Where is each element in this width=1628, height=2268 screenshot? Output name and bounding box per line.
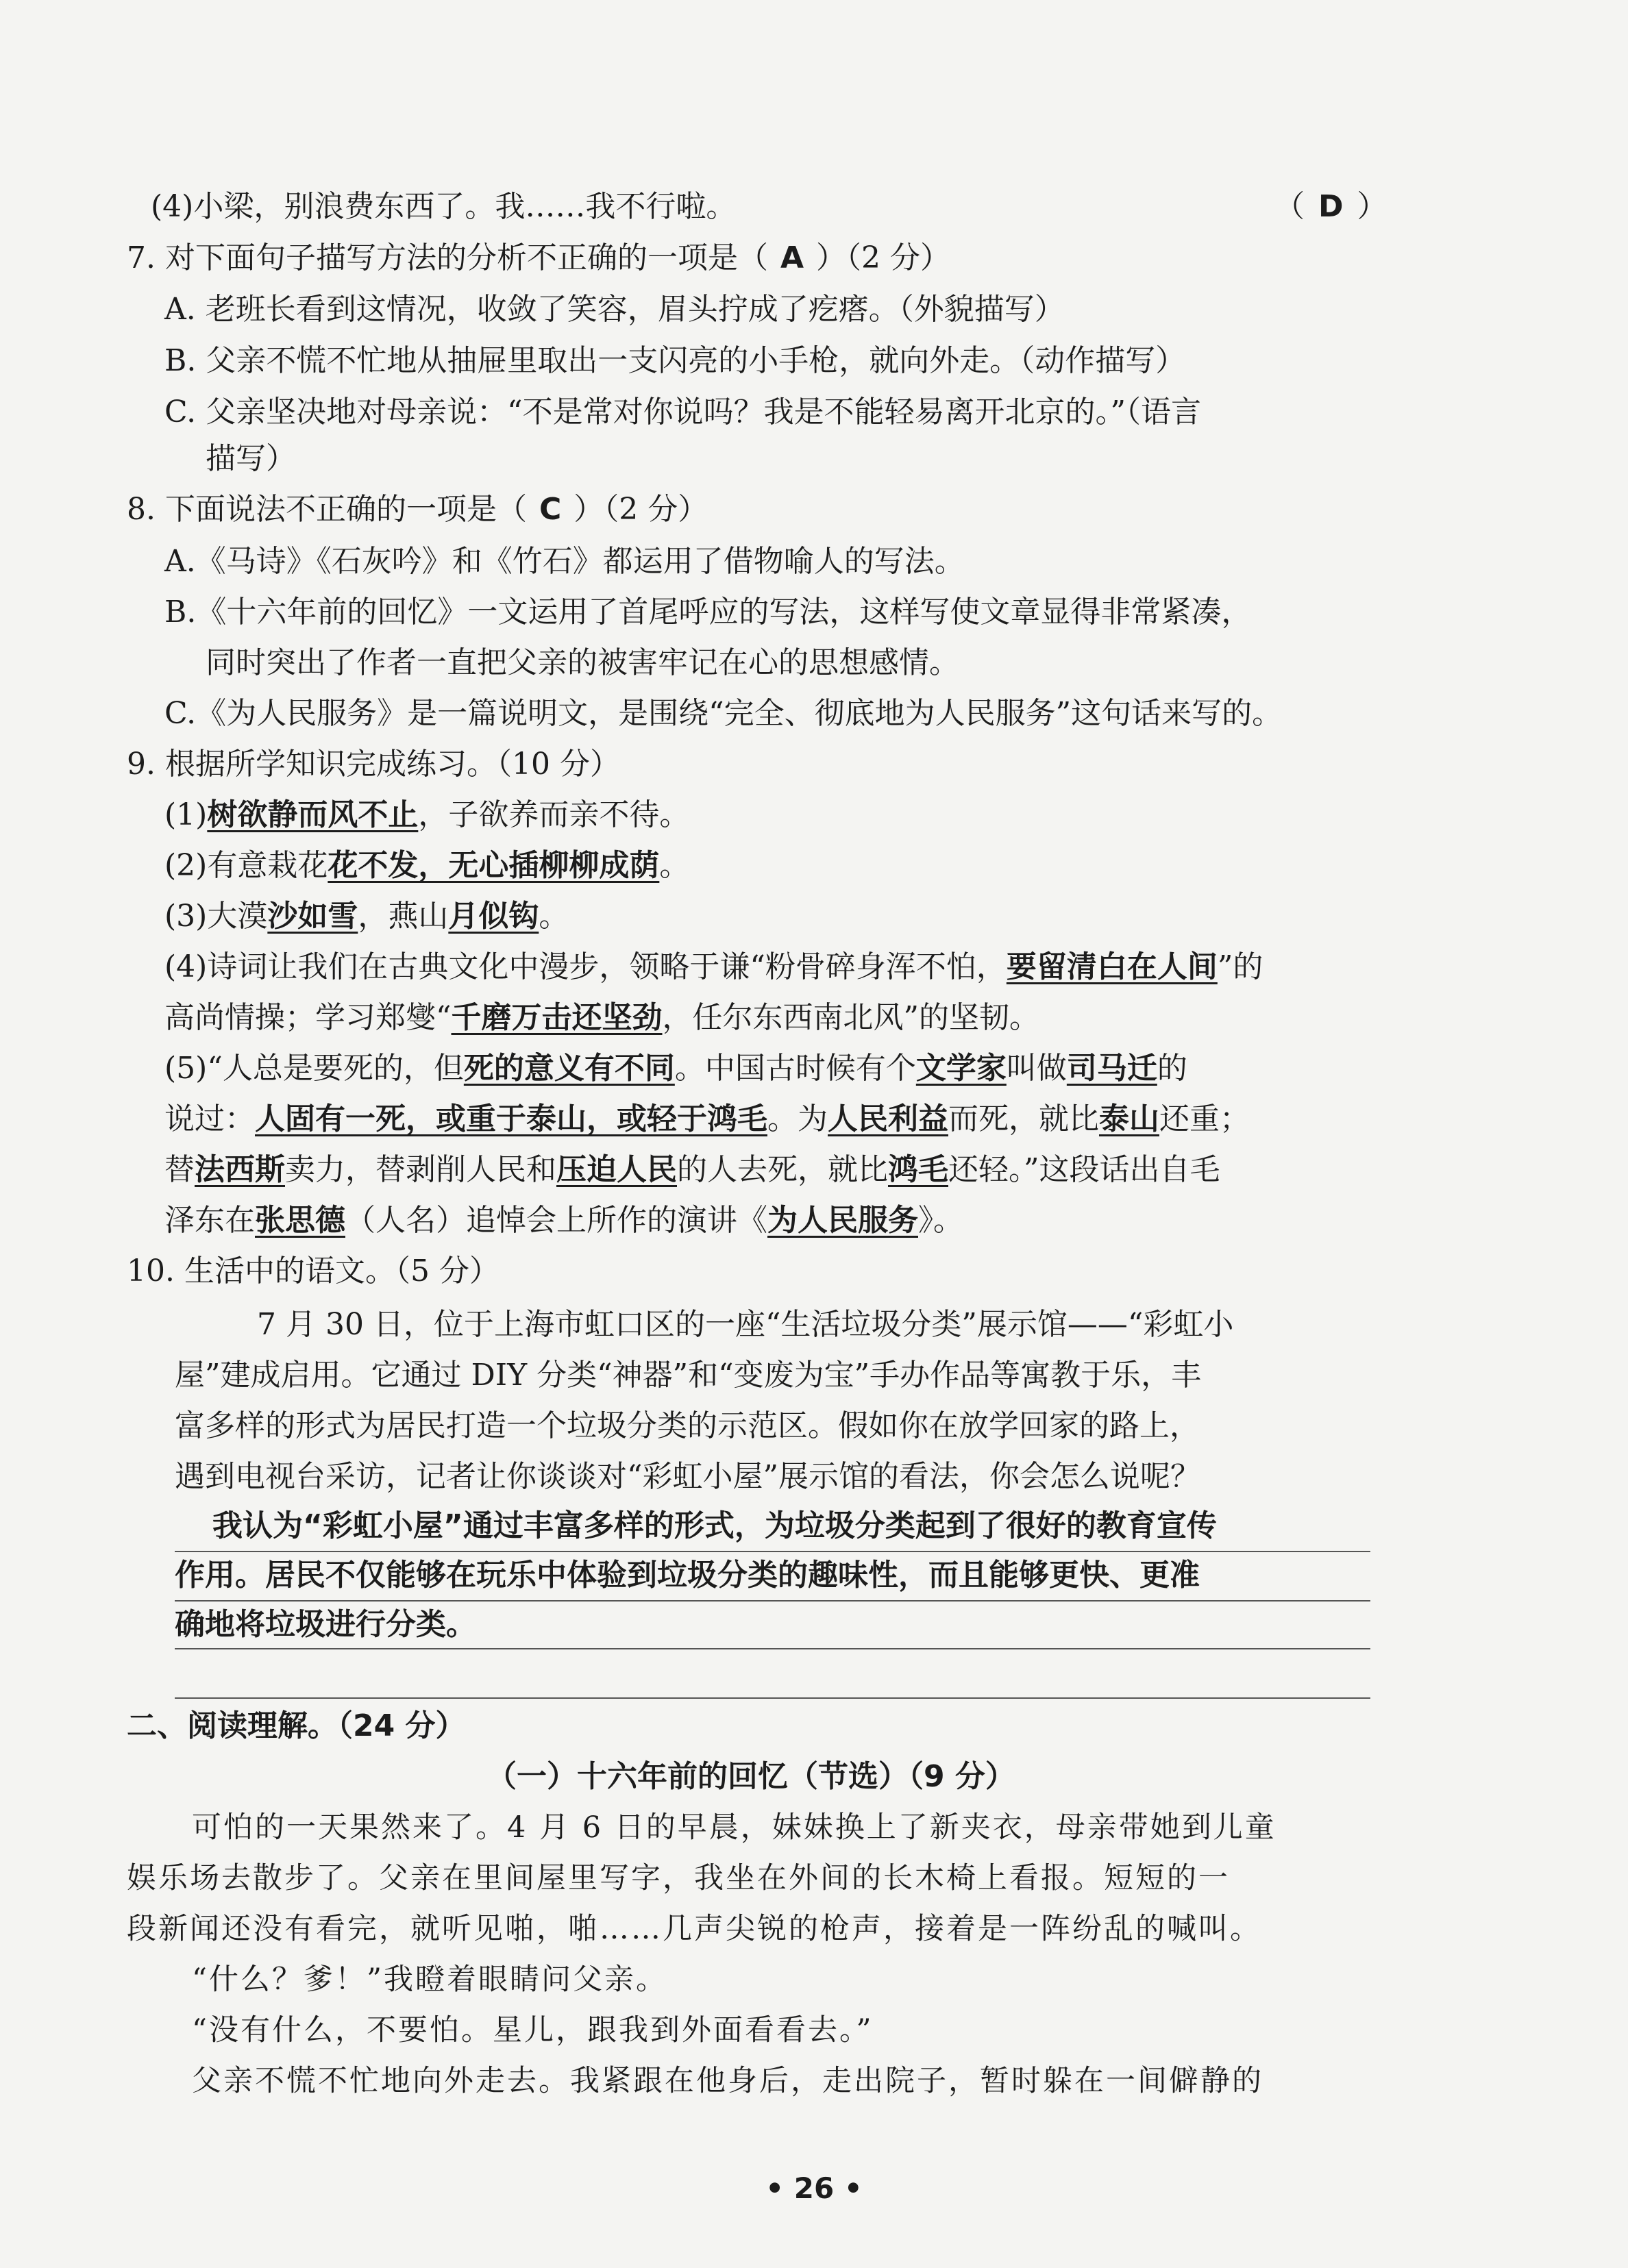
q8-stem-before: 8. 下面说法不正确的一项是（ [127, 492, 527, 527]
q9-item-1 [164, 795, 689, 836]
q9-item-5-l1-text-c: 。中国古时候有个 [674, 1051, 916, 1086]
q9-item-5-answer-3: 司马迁 [1066, 1051, 1157, 1086]
q6-item-4 [151, 186, 736, 227]
q6-answer [1274, 186, 1388, 227]
q10-answer-rule-3 [175, 1648, 1370, 1649]
section-2-subheading: （一）十六年前的回忆（节选）（9 分） [486, 1759, 1015, 1794]
q9-item-4-l2-prefix: 高尚情操；学习郑燮“ [164, 1000, 452, 1035]
q9-item-5-answer-2: 文学家 [915, 1051, 1007, 1086]
q9-item-5-l1-text-a: (5)“人总是要死的，但 [164, 1051, 464, 1086]
reading-para4: 父亲不慌不忙地向外走去。我紧跟在他身后，走出院子，暂时躲在一间僻静的 [192, 2064, 1263, 2098]
q7-stem [127, 238, 950, 279]
q10-passage-line2: 屋”建成启用。它通过 DIY 分类“神器”和“变废为宝”手办作品等寓教于乐，丰 [175, 1358, 1202, 1393]
q7-option-a: A. 老班长看到这情况，收敛了笑容，眉头拧成了疙瘩。（外貌描写） [164, 292, 1065, 327]
reading-para3: “没有什么，不要怕。星儿，跟我到外面看看去。” [192, 2013, 874, 2047]
q9-item-5-l3-text-a: 替 [164, 1152, 195, 1187]
q9-item-2-suffix: 。 [659, 848, 690, 883]
q9-item-1-answer: 树欲静而风不止 [207, 797, 419, 832]
q9-item-5-answer-9: 鸿毛 [888, 1152, 948, 1187]
q6-answer-open: （ [1274, 189, 1305, 224]
q8-option-b-line2: 同时突出了作者一直把父亲的被害牢记在心的思想感情。 [206, 645, 959, 680]
q9-item-4-l1-prefix: (4)诗词让我们在古典文化中漫步，领略于谦“粉骨碎身浑不怕， [164, 949, 1007, 984]
q9-item-5-answer-1: 死的意义有不同 [463, 1051, 675, 1086]
q9-item-3-middle: ，燕山 [358, 899, 449, 934]
q7-answer-letter: A [780, 240, 804, 275]
q9-item-5-answer-8: 压迫人民 [556, 1152, 677, 1187]
q9-item-5-line4 [164, 1200, 963, 1241]
reading-para2: “什么？爹！”我瞪着眼睛问父亲。 [192, 1962, 667, 1997]
q9-item-5-answer-7: 法西斯 [195, 1152, 285, 1187]
reading-para1-line1: 可怕的一天果然来了。4 月 6 日的早晨，妹妹换上了新夹衣，母亲带她到儿童 [192, 1810, 1276, 1845]
q9-item-5-answer-5: 人民利益 [828, 1101, 948, 1136]
q9-item-5-l3-text-e: 的人去死，就比 [677, 1152, 888, 1187]
q9-item-4-l1-suffix: ”的 [1217, 949, 1263, 984]
q9-item-5-l1-text-g: 的 [1157, 1051, 1187, 1086]
q8-option-a: A.《马诗》《石灰吟》和《竹石》都运用了借物喻人的写法。 [164, 544, 965, 579]
q9-item-3-suffix: 。 [539, 899, 569, 934]
q9-item-4-line1 [164, 947, 1263, 988]
q8-option-b-line1: B.《十六年前的回忆》一文运用了首尾呼应的写法，这样写使文章显得非常紧凑， [164, 595, 1252, 630]
q9-item-1-suffix: ，子欲养而亲不待。 [418, 797, 690, 832]
q7-option-b: B. 父亲不慌不忙地从抽屉里取出一支闪亮的小手枪，就向外走。（动作描写） [164, 343, 1186, 378]
q7-stem-before: 7. 对下面句子描写方法的分析不正确的一项是（ [127, 240, 768, 275]
q9-item-5-l4-text-c: （人名）追悼会上所作的演讲《 [345, 1203, 767, 1238]
q9-item-5-line2 [164, 1099, 1250, 1140]
q9-item-5-l3-text-g: 还轻。”这段话出自毛 [948, 1152, 1220, 1187]
q8-answer-letter: C [539, 492, 562, 527]
q9-item-5-answer-10: 张思德 [255, 1203, 345, 1238]
q9-item-3-answer-1: 沙如雪 [267, 899, 358, 934]
q9-item-5-l2-text-g: 还重； [1159, 1101, 1250, 1136]
q9-item-3-answer-2: 月似钩 [448, 899, 539, 934]
q7-option-c-line2: 描写） [206, 441, 296, 476]
q10-stem: 10. 生活中的语文。（5 分） [127, 1254, 500, 1288]
q9-item-5-l4-text-e: 》。 [918, 1203, 963, 1238]
q10-answer-line3: 确地将垃圾进行分类。 [175, 1607, 476, 1642]
q6-answer-close: ） [1357, 189, 1388, 224]
q10-passage-line4: 遇到电视台采访，记者让你谈谈对“彩虹小屋”展示馆的看法，你会怎么说呢？ [175, 1459, 1200, 1494]
q9-stem: 9. 根据所学知识完成练习。（10 分） [127, 747, 620, 782]
section-2-heading: 二、阅读理解。（24 分） [127, 1708, 466, 1743]
q7-stem-after: ）（2 分） [816, 240, 951, 275]
q9-item-2 [164, 845, 689, 886]
q10-answer-line1: 我认为“彩虹小屋”通过丰富多样的形式，为垃圾分类起到了很好的教育宣传 [212, 1508, 1217, 1543]
q6-item-4-text: (4)小梁，别浪费东西了。我……我不行啦。 [151, 189, 737, 224]
q9-item-2-answer: 花不发，无心插柳柳成荫 [328, 848, 660, 883]
q9-item-5-answer-4: 人固有一死，或重于泰山，或轻于鸿毛 [255, 1101, 767, 1136]
q9-item-2-prefix: (2)有意栽花 [164, 848, 328, 883]
q9-item-5-l2-text-e: 而死，就比 [948, 1101, 1099, 1136]
q9-item-4-answer-2: 千磨万击还坚劲 [451, 1000, 663, 1035]
q9-item-5-line1 [164, 1048, 1187, 1089]
q9-item-4-line2 [164, 997, 1039, 1038]
q9-item-5-line3 [164, 1149, 1220, 1191]
q9-item-5-l3-text-c: 卖力，替剥削人民和 [285, 1152, 556, 1187]
q9-item-5-answer-6: 泰山 [1099, 1101, 1159, 1136]
q9-item-5-l4-text-a: 泽东在 [164, 1203, 255, 1238]
q9-item-4-l2-suffix: ，任尔东西南北风”的坚韧。 [662, 1000, 1039, 1035]
q9-item-5-answer-11: 为人民服务 [767, 1203, 918, 1238]
q8-option-c: C.《为人民服务》是一篇说明文，是围绕“完全、彻底地为人民服务”这句话来写的。 [164, 696, 1283, 731]
q10-answer-rule-4 [175, 1697, 1370, 1699]
q10-passage-line3: 富多样的形式为居民打造一个垃圾分类的示范区。假如你在放学回家的路上， [175, 1408, 1200, 1443]
q9-item-5-l2-text-c: 。为 [767, 1101, 828, 1136]
page-number: • 26 • [765, 2171, 863, 2205]
q7-option-c-line1: C. 父亲坚决地对母亲说：“不是常对你说吗？我是不能轻易离开北京的。”（语言 [164, 395, 1202, 429]
q10-answer-line2: 作用。居民不仅能够在玩乐中体验到垃圾分类的趣味性，而且能够更快、更准 [175, 1558, 1200, 1593]
q9-item-4-answer-1: 要留清白在人间 [1006, 949, 1218, 984]
q9-item-5-l1-text-e: 叫做 [1006, 1051, 1067, 1086]
q9-item-3-prefix: (3)大漠 [164, 899, 268, 934]
q9-item-1-prefix: (1) [164, 797, 208, 832]
q9-item-5-l2-text-a: 说过： [164, 1101, 255, 1136]
q6-answer-letter: D [1318, 189, 1344, 224]
q10-passage-line1: 7 月 30 日，位于上海市虹口区的一座“生活垃圾分类”展示馆——“彩虹小 [257, 1307, 1234, 1342]
q9-item-3 [164, 896, 569, 937]
q8-stem-after: ）（2 分） [574, 492, 708, 527]
q8-stem [127, 489, 708, 530]
reading-para1-line3: 段新闻还没有看完，就听见啪，啪……几声尖锐的枪声，接着是一阵纷乱的喊叫。 [127, 1912, 1261, 1946]
reading-para1-line2: 娱乐场去散步了。父亲在里间屋里写字，我坐在外间的长木椅上看报。短短的一 [127, 1861, 1230, 1895]
